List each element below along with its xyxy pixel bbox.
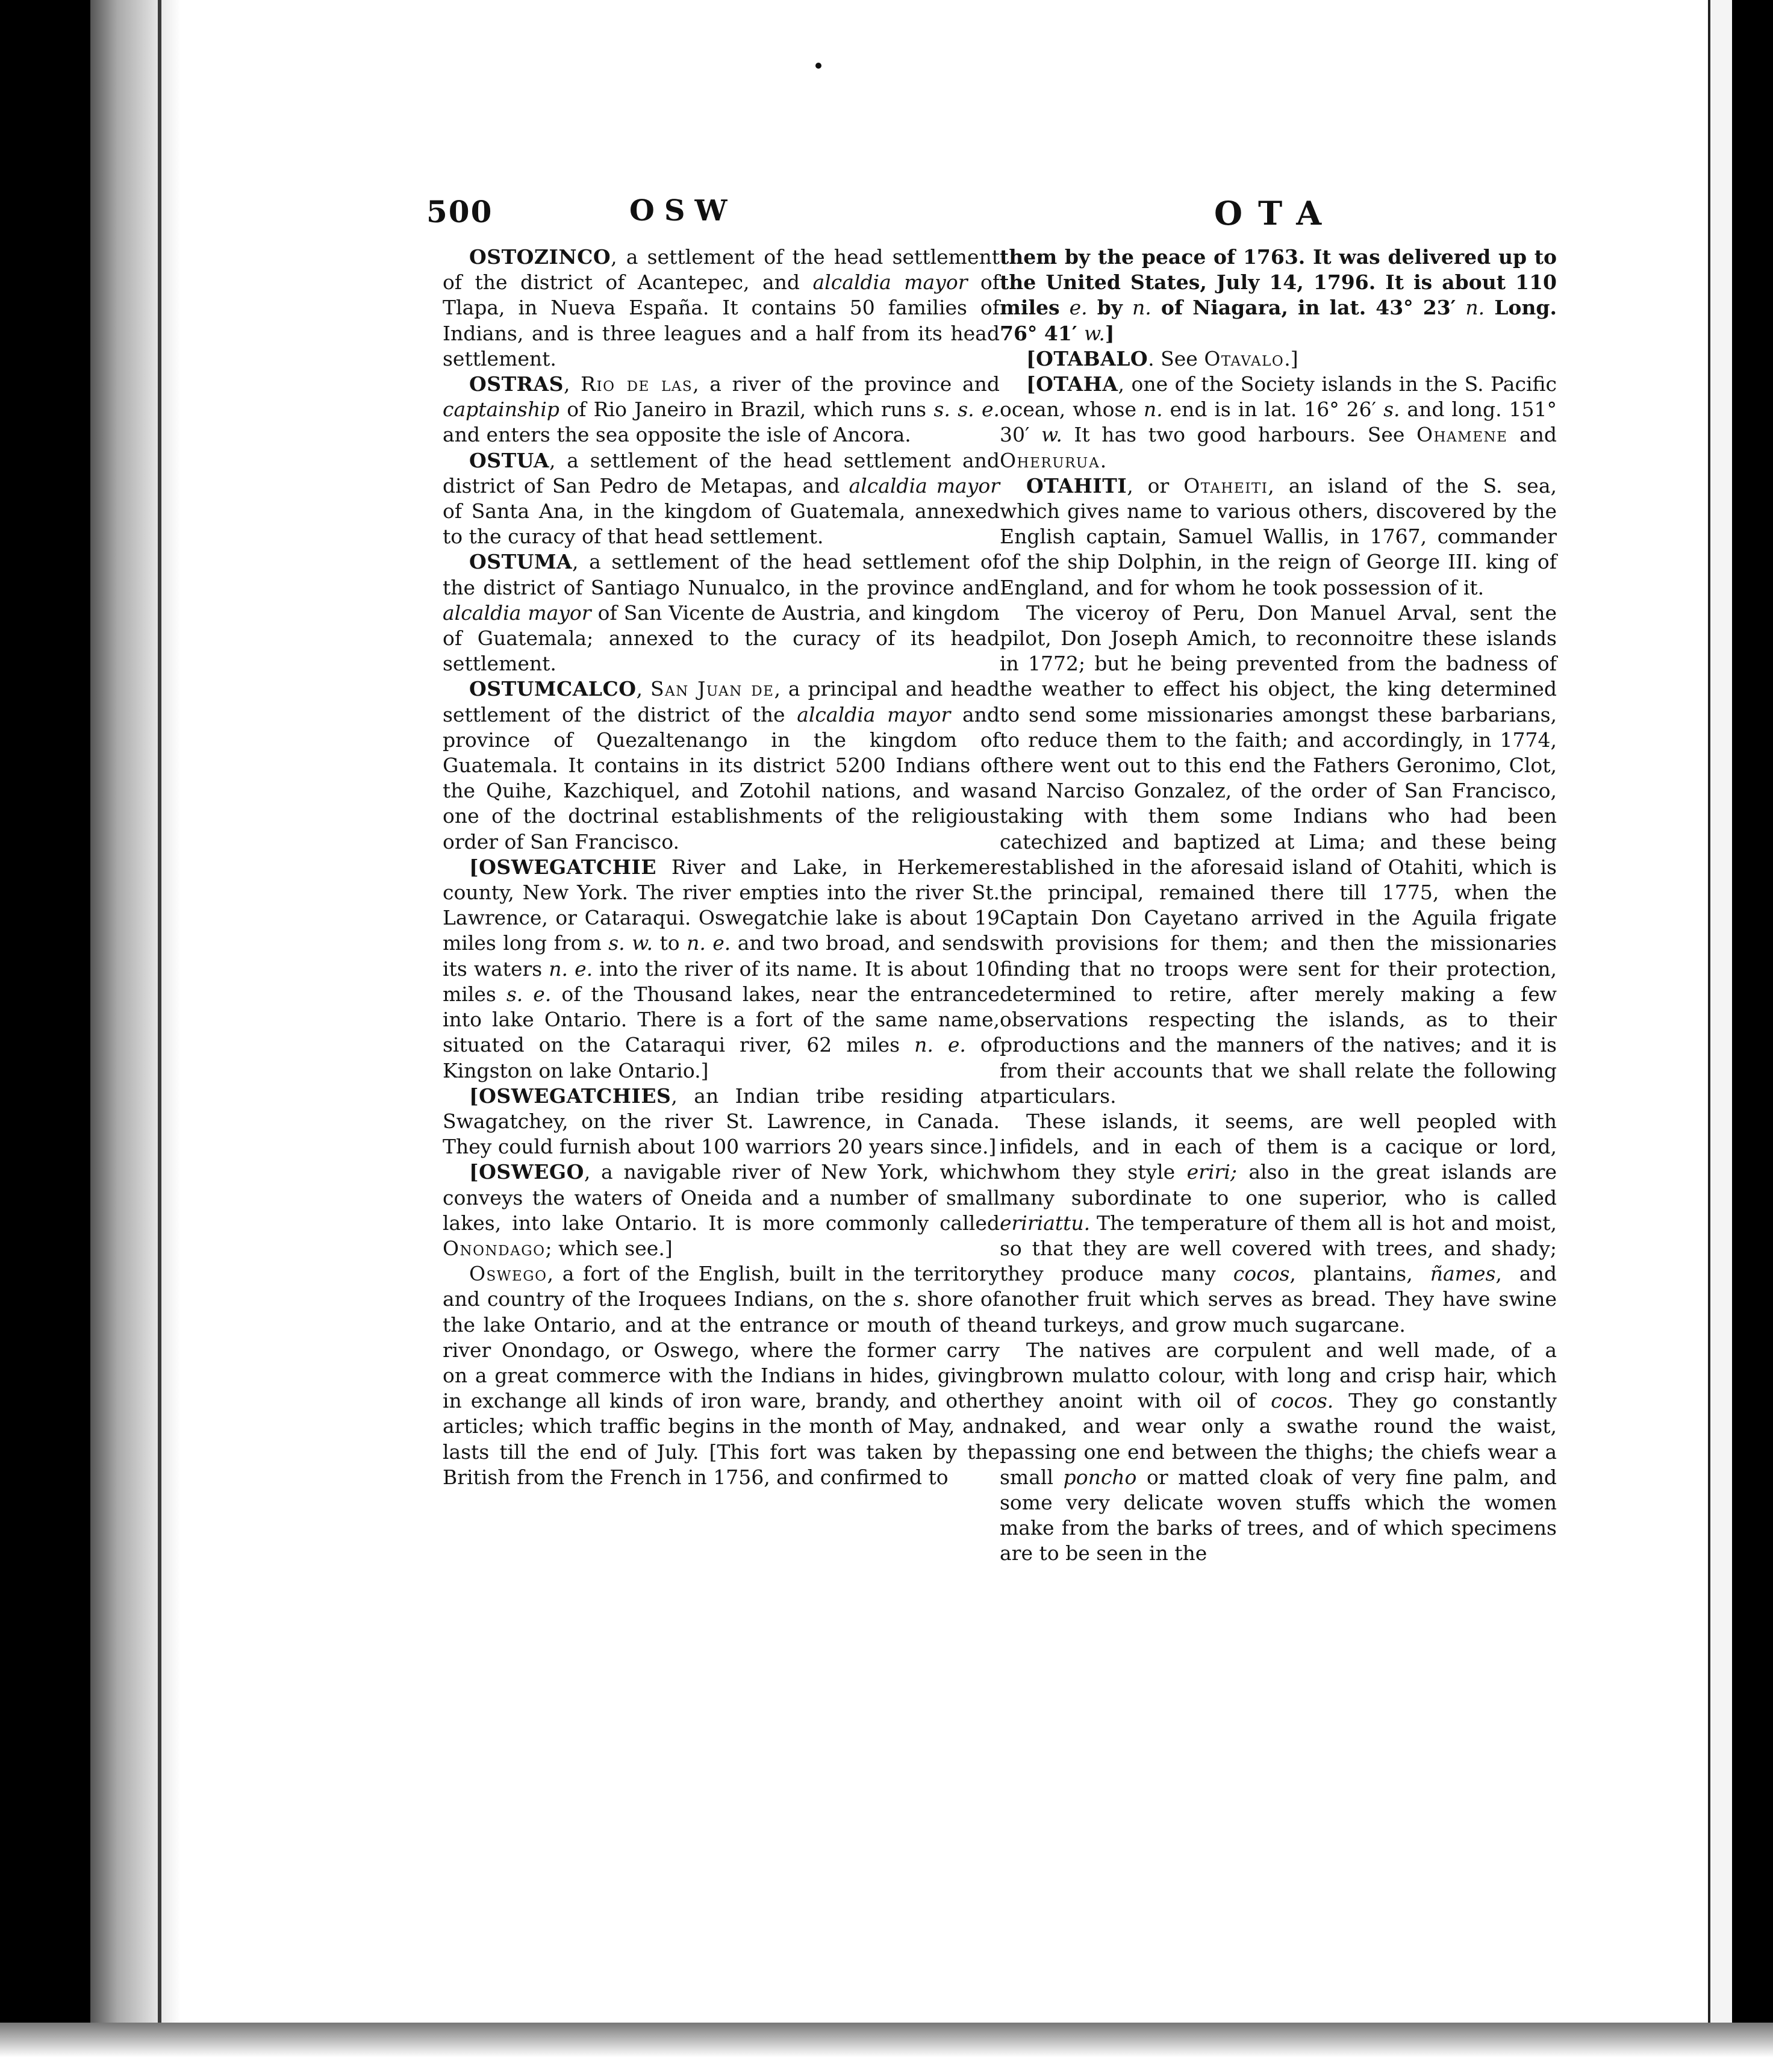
- entry-oswego-fort-cont: [1000, 245, 1557, 346]
- entry-text: to: [652, 931, 687, 955]
- entry-text: n. e.: [687, 931, 731, 955]
- entry-text: s.: [1383, 398, 1400, 422]
- entry-text: River and Lake, in Herkemer county, New York. The river empties into the river St. Lawrence, or Cataraqui. Oswegatchie lake is about 19 miles long from: [443, 855, 1000, 955]
- entry-ostozinco: [443, 245, 1000, 372]
- entry-text: alcaldia mayor: [443, 601, 591, 625]
- entry-text: ,: [636, 677, 650, 701]
- right-column: [1000, 245, 1557, 1567]
- entry-text: The natives are corpulent and well made, of a brown mulatto colour, with long and crisp hair, which they anoint with oil of: [1000, 1338, 1557, 1413]
- entry-text: shore of the lake Ontario, and at the entrance or mouth of the river Onondago, or Oswego, where the former carry on a great commerce with the Indians in hides, giving in exchange all kinds of iron ware, brandy, and other articles; which traffic begins in the month of May, and lasts till the end of July. [This fort was taken by the British from the French in 1756, and confirmed to: [443, 1287, 1000, 1489]
- entry-text: poncho: [1063, 1465, 1137, 1489]
- entry-text: or matted cloak of very fine palm, and some very delicate woven stuffs which the women make from the barks of trees, and of which specimens are to be seen in the: [1000, 1465, 1557, 1565]
- entry-ostua: [443, 448, 1000, 550]
- entry-text: by: [1087, 296, 1133, 320]
- scan-right-edge: [1732, 0, 1773, 2072]
- entry-text: end is in lat. 16° 26′: [1162, 398, 1384, 422]
- entry-text: .: [1100, 448, 1107, 472]
- entry-text: s. e.: [506, 982, 552, 1006]
- entry-text: , one of the Society islands in the S. Pacific ocean, whose: [1000, 372, 1557, 422]
- entry-headword: [OSWEGATCHIE: [469, 855, 656, 879]
- entry-text: ,: [564, 372, 581, 396]
- entry-text: and enters the sea opposite the isle of Ancora.: [443, 423, 911, 447]
- entry-text: , a river of the province and: [693, 372, 1000, 396]
- entry-headword: OSTUMA: [469, 550, 573, 574]
- entry-text: The temperature of them all is hot and moist, so that they are well covered with trees, and shady; they produce many: [1000, 1211, 1557, 1286]
- entry-text: of Kingston on lake Ontario.]: [443, 1033, 1000, 1082]
- entry-text: They go constantly naked, and wear only a swathe round the waist, passing one end between the thighs; the chiefs wear a small: [1000, 1389, 1557, 1489]
- entry-text: , a navigable river of New York, which conveys the waters of Oneida and a number of small lakes, into lake Ontario. It is more commonly called: [443, 1160, 1000, 1235]
- entry-headword: [OSWEGO: [469, 1160, 584, 1184]
- entry-otabalo: [1000, 346, 1557, 372]
- entry-text: , a principal and head settlement of the district of the: [443, 677, 1000, 726]
- entry-otaha: [1000, 372, 1557, 473]
- entry-text: n. e.: [549, 956, 593, 981]
- entry-text: s. s. e.: [933, 398, 1000, 422]
- entry-text: Otavalo: [1204, 346, 1285, 370]
- entry-text: Otaheiti: [1183, 473, 1268, 498]
- entry-text: cocos.: [1271, 1389, 1334, 1413]
- entry-text: of the Thousand lakes, near the entrance into lake Ontario. There is a fort of the same name, situated on the Cataraqui river, 62 miles: [443, 982, 1000, 1057]
- entry-text: Oswego: [469, 1262, 547, 1286]
- facing-page-strip: [1708, 0, 1734, 2072]
- entry-text: Rio de las: [581, 372, 693, 396]
- entry-text: cocos: [1233, 1262, 1290, 1286]
- entry-text: of Rio Janeiro in Brazil, which runs: [559, 398, 934, 422]
- entry-oswegatchie: [443, 855, 1000, 1084]
- entry-text: , a settlement of the head settlement of the district of Acantepec, and: [443, 245, 1000, 295]
- entry-headword: [OTABALO: [1026, 346, 1148, 370]
- entry-viceroy: [1000, 601, 1557, 1109]
- entry-headword: OTAHITI: [1026, 473, 1127, 498]
- entry-text: ñames: [1430, 1262, 1496, 1286]
- entry-text: them by the peace of 1763. It was delivered up to the United States, July 14, 1796. It is about 110 miles: [1000, 245, 1557, 320]
- entry-oswegatchies: [443, 1084, 1000, 1160]
- entry-text: San Juan de: [650, 677, 774, 701]
- entry-text: of San Vicente de Austria, and kingdom of Guatemala; annexed to the curacy of its head settlement.: [443, 601, 1000, 676]
- entry-text: , a settlement of the head settlement and district of San Pedro de Metapas, and: [443, 448, 1000, 498]
- entry-text: n. e.: [914, 1033, 966, 1057]
- entry-text: s. w.: [608, 931, 653, 955]
- entry-text: eriri;: [1186, 1160, 1237, 1184]
- entry-headword: [OSWEGATCHIES: [469, 1084, 671, 1108]
- entry-text: n.: [1132, 296, 1151, 320]
- entry-text: Onondago: [443, 1236, 546, 1260]
- scan-left-edge: [0, 0, 90, 2072]
- entry-text: .]: [1284, 346, 1298, 370]
- left-column: [443, 245, 1000, 1490]
- entry-text: eririattu.: [1000, 1211, 1091, 1235]
- page-number: 500: [426, 194, 493, 229]
- entry-text: Ohamene: [1416, 423, 1508, 447]
- entry-text: of Tlapa, in Nueva España. It contains 50 families of Indians, and is three leagues and a half from its head settlement.: [443, 270, 1000, 370]
- entry-text: and province of Quezaltenango in the kingdom of Guatemala. It contains in its district 5200 Indians of the Quihe, Kazchiquel, and Zotohil nations, and was one of the doctrinal establishments of the religious order of San Francisco.: [443, 702, 1000, 853]
- entry-text: and long. 151° 30′: [1000, 398, 1557, 447]
- entry-text: s.: [893, 1287, 910, 1311]
- entry-text: alcaldia mayor: [797, 702, 951, 726]
- entry-otahiti: [1000, 473, 1557, 601]
- entry-text: e.: [1069, 296, 1088, 320]
- entry-text: into the river of its name. It is about 10 miles: [443, 956, 1000, 1006]
- entry-text: and: [1507, 423, 1557, 447]
- entry-text: n.: [1143, 398, 1163, 422]
- entry-ostumcalco: [443, 676, 1000, 854]
- entry-text: , a settlement of the head settlement of the district of Santiago Nunualco, in the province and: [443, 550, 1000, 599]
- entry-text: and two broad, and sends its waters: [443, 931, 1000, 981]
- entry-text: These islands, it seems, are well peopled with infidels, and in each of them is a cacique or lord, whom they style: [1000, 1109, 1557, 1184]
- entry-text: , and another fruit which serves as bread. They have swine and turkeys, and grow much sugarcane.: [1000, 1262, 1557, 1337]
- entry-headword: OSTOZINCO: [469, 245, 611, 269]
- entry-text: w.: [1084, 321, 1105, 345]
- entry-oswego-fort: [443, 1261, 1000, 1490]
- entry-headword: [OTAHA: [1026, 372, 1118, 396]
- entry-text: Long. 76° 41′: [1000, 296, 1557, 345]
- entry-text: alcaldia mayor: [849, 473, 1000, 498]
- entry-headword: OSTUMCALCO: [469, 677, 637, 701]
- entry-oswego: [443, 1159, 1000, 1261]
- entry-text: also in the great islands are many subordinate to one superior, who is called: [1000, 1160, 1557, 1209]
- entry-text: w.: [1041, 423, 1062, 447]
- scan-bottom-edge: [0, 2023, 1773, 2072]
- entry-ostras: [443, 372, 1000, 448]
- entry-islands: [1000, 1109, 1557, 1338]
- page-gutter-shadow: [90, 0, 181, 2072]
- entry-text: The viceroy of Peru, Don Manuel Arval, sent the pilot, Don Joseph Amich, to reconnoitre these islands in 1772; but he being prevented from the badness of the weather to effect his object, the king determined to send some missionaries amongst these barbarians, to reduce them to the faith; and accordingly, in 1774, there went out to this end the Fathers Geronimo, Clot, and Narciso Gonzalez, of the order of San Francisco, taking with them some Indians who had been catechized and baptized at Lima; and these being established in the aforesaid island of Otahiti, which is the principal, remained there till 1775, when the Captain Don Cayetano arrived in the Aguila frigate with provisions for them; and then the missionaries finding that no troops were sent for their protection, determined to retire, after merely making a few observations respecting the islands, as to their productions and the manners of the natives; and it is from their accounts that we shall relate the following particulars.: [1000, 601, 1557, 1108]
- page-fold-line: [158, 0, 161, 2072]
- running-head-right: OTA: [1214, 194, 1338, 232]
- entry-text: ]: [1105, 321, 1115, 345]
- entry-text: , an Indian tribe residing at Swagatchey, on the river St. Lawrence, in Canada. They could furnish about 100 warriors 20 years since.]: [443, 1084, 1000, 1159]
- entry-headword: OSTUA: [469, 448, 550, 472]
- entry-text: , a fort of the English, built in the territory and country of the Iroquees Indians, on the: [443, 1262, 1000, 1311]
- entry-text: It has two good harbours. See: [1062, 423, 1416, 447]
- entry-text: of Santa Ana, in the kingdom of Guatemala, annexed to the curacy of that head settlement.: [443, 499, 1000, 549]
- entry-text: ; which see.]: [545, 1236, 673, 1260]
- entry-text: n.: [1465, 296, 1485, 320]
- entry-text: . See: [1148, 346, 1204, 370]
- entry-text: of Niagara, in lat. 43° 23′: [1151, 296, 1466, 320]
- entry-text: Oheruruа: [1000, 448, 1100, 472]
- entry-text: , an island of the S. sea, which gives name to various others, discovered by the English captain, Samuel Wallis, in 1767, commander of the ship Dolphin, in the reign of George III. king of England, and for whom he took possession of it.: [1000, 473, 1557, 599]
- entry-text: , or: [1127, 473, 1184, 498]
- entry-text: alcaldia mayor: [812, 270, 968, 295]
- entry-headword: OSTRAS: [469, 372, 564, 396]
- entry-ostuma: [443, 549, 1000, 676]
- entry-natives: [1000, 1338, 1557, 1567]
- entry-text: , plantains,: [1289, 1262, 1430, 1286]
- running-head-left: OSW: [629, 194, 737, 228]
- entry-text: captainship: [443, 398, 559, 422]
- ink-speck: [815, 63, 821, 69]
